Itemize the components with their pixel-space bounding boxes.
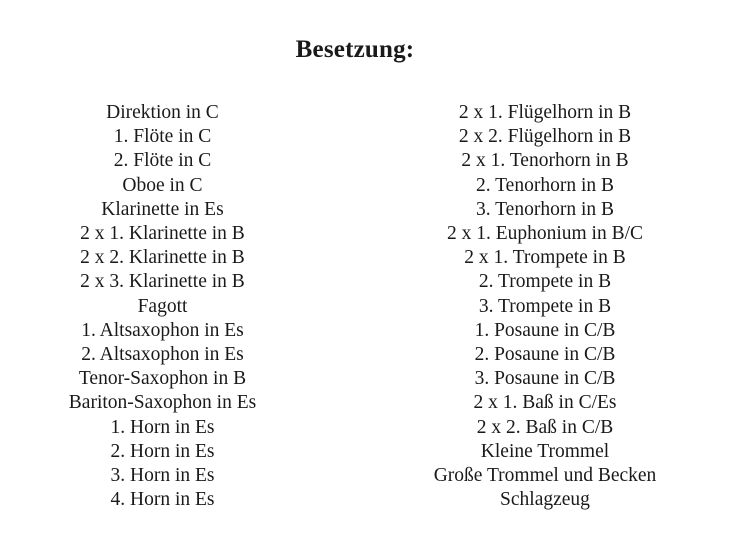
list-item: 4. Horn in Es [110,489,215,511]
list-item: 2 x 1. Klarinette in B [80,223,245,245]
list-item: Klarinette in Es [101,198,224,220]
list-item: 1. Posaune in C/B [474,319,616,341]
page-title: Besetzung: [295,36,415,63]
list-item: 3. Tenorhorn in B [475,198,614,220]
list-item: 2 x 2. Flügelhorn in B [458,126,632,148]
list-item: 1. Altsaxophon in Es [81,319,244,341]
list-item: 2 x 2. Baß in C/B [476,416,614,438]
list-item: Fagott [137,295,188,317]
instrument-list-left [30,101,295,512]
list-item: 2. Tenorhorn in B [475,174,614,196]
list-item: Schlagzeug [500,489,590,511]
list-item: 2 x 3. Klarinette in B [80,271,245,293]
list-item: Tenor-Saxophon in B [78,368,247,390]
list-item: Kleine Trommel [480,440,610,462]
list-item: 2. Flöte in C [113,150,212,172]
list-item: 3. Posaune in C/B [474,368,616,390]
list-item: 1. Flöte in C [113,126,212,148]
list-item: 2 x 1. Euphonium in B/C [446,223,644,245]
list-item: 3. Trompete in B [478,295,612,317]
list-item: 2. Posaune in C/B [474,344,616,366]
list-item: 1. Horn in Es [110,416,215,438]
list-item: 3. Horn in Es [110,465,215,487]
list-item: 2 x 1. Baß in C/Es [473,392,617,414]
list-item: 2. Trompete in B [478,271,612,293]
list-item: 2 x 1. Trompete in B [464,247,626,269]
list-item: Oboe in C [122,174,203,196]
list-item: 2. Horn in Es [110,440,215,462]
list-item: Direktion in C [106,102,219,123]
list-item: 2 x 1. Tenorhorn in B [461,150,629,172]
list-item: 2 x 1. Flügelhorn in B [458,102,632,123]
list-item: Große Trommel und Becken [433,465,657,487]
list-item: 2 x 2. Klarinette in B [80,247,245,269]
list-item: Bariton-Saxophon in Es [68,392,257,414]
list-item: 2. Altsaxophon in Es [81,344,244,366]
instrument-list-right [395,101,695,512]
